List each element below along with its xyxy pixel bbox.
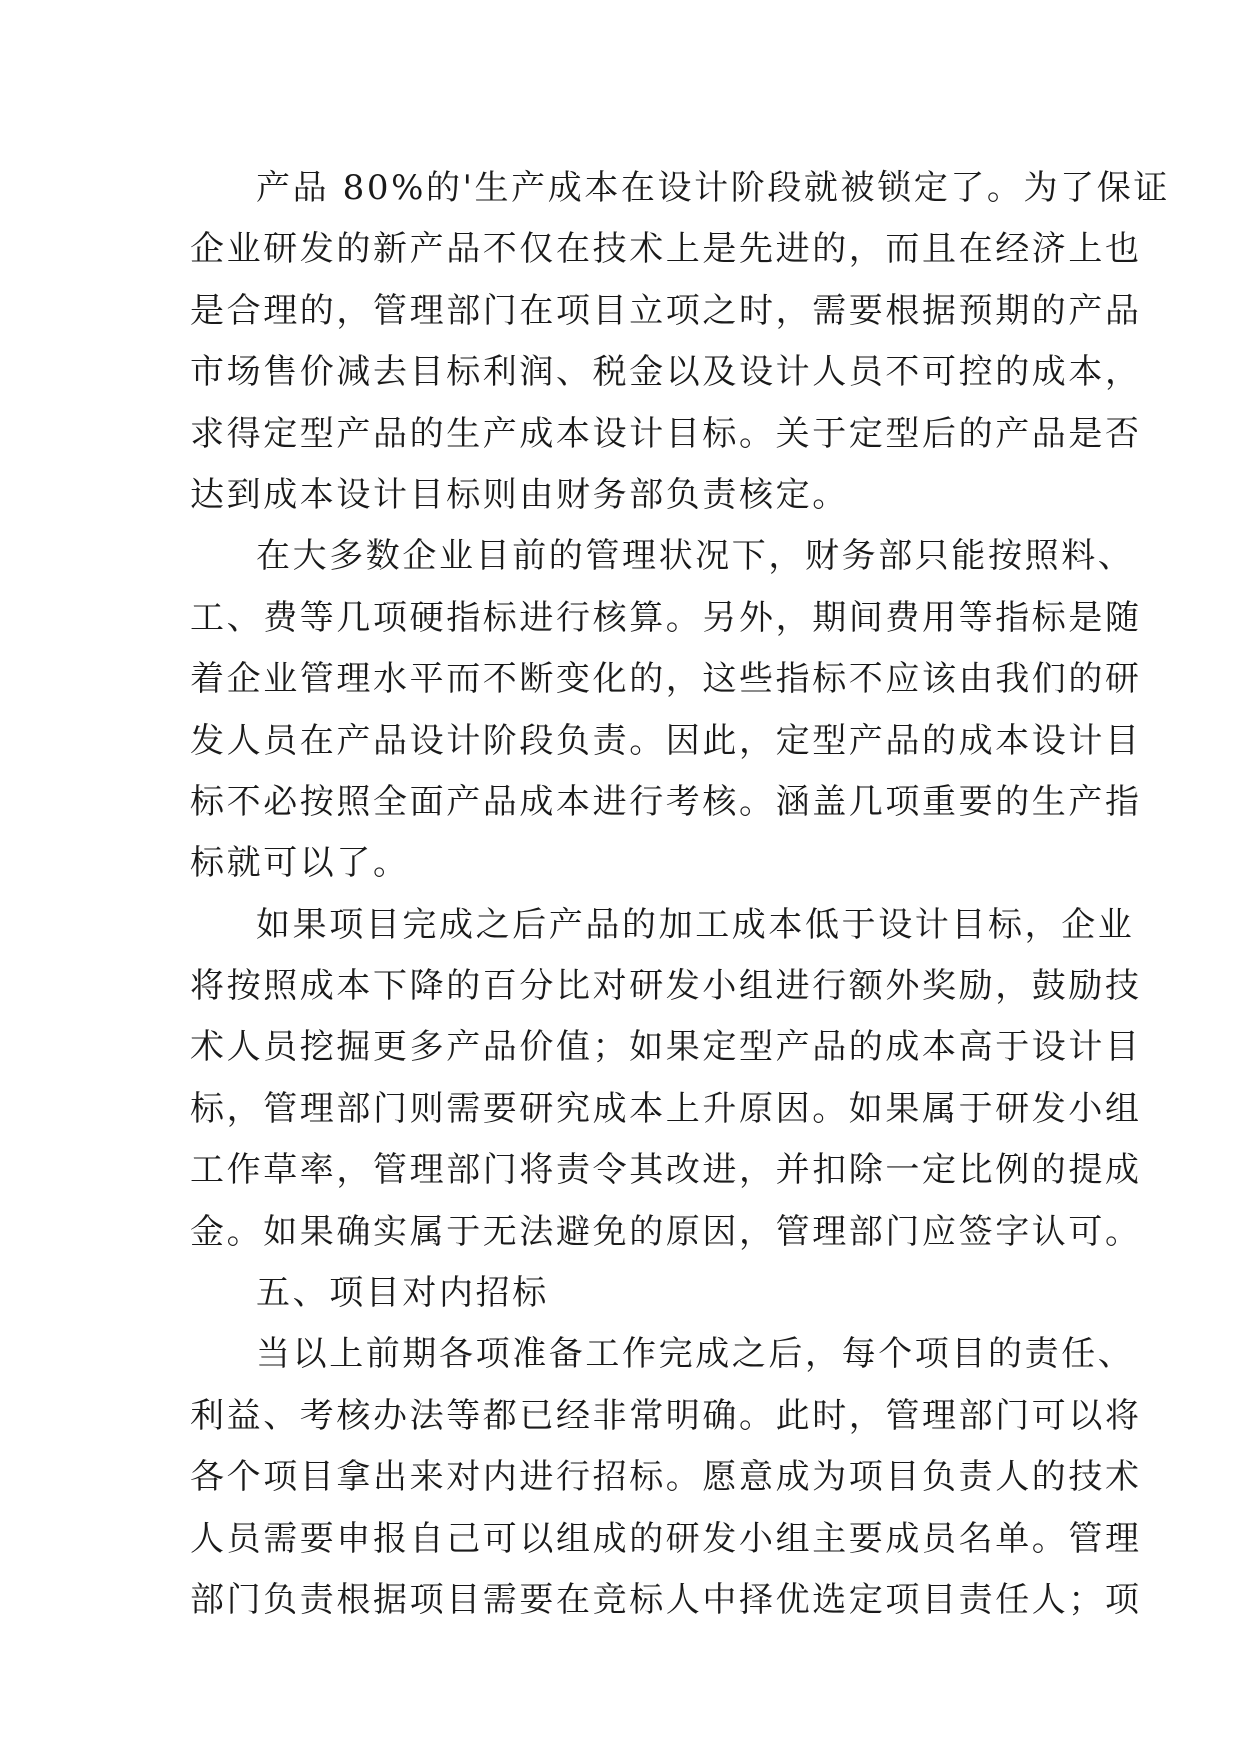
body-text <box>190 158 1170 1631</box>
text-line: 产品 80%的'生产成本在设计阶段就被锁定了。为了保证 <box>256 168 1170 208</box>
text-line: 术人员挖掘更多产品价值；如果定型产品的成本高于设计目 <box>190 1027 1142 1068</box>
text-line: 工作草率，管理部门将责令其改进，并扣除一定比例的提成 <box>190 1150 1142 1191</box>
text-line: 发人员在产品设计阶段负责。因此，定型产品的成本设计目 <box>190 720 1142 761</box>
text-line: 求得定型产品的生产成本设计目标。关于定型后的产品是否 <box>190 413 1142 454</box>
text-line: 当以上前期各项准备工作完成之后，每个项目的责任、 <box>256 1334 1135 1375</box>
text-line: 各个项目拿出来对内进行招标。愿意成为项目负责人的技术 <box>190 1457 1142 1498</box>
text-line: 是合理的，管理部门在项目立项之时，需要根据预期的产品 <box>190 290 1142 331</box>
text-line: 达到成本设计目标则由财务部负责核定。 <box>190 474 849 515</box>
text-line: 利益、考核办法等都已经非常明确。此时，管理部门可以将 <box>190 1395 1142 1436</box>
text-line: 标不必按照全面产品成本进行考核。涵盖几项重要的生产指 <box>190 781 1142 822</box>
text-line: 工、费等几项硬指标进行核算。另外，期间费用等指标是随 <box>190 597 1142 638</box>
text-line: 金。如果确实属于无法避免的原因，管理部门应签字认可。 <box>190 1211 1142 1252</box>
text-line: 企业研发的新产品不仅在技术上是先进的，而且在经济上也 <box>190 229 1142 270</box>
text-line: 人员需要申报自己可以组成的研发小组主要成员名单。管理 <box>190 1518 1142 1559</box>
text-line: 标，管理部门则需要研究成本上升原因。如果属于研发小组 <box>190 1088 1142 1129</box>
text-line: 着企业管理水平而不断变化的，这些指标不应该由我们的研 <box>190 659 1142 700</box>
text-line: 如果项目完成之后产品的加工成本低于设计目标，企业 <box>256 904 1135 945</box>
section-heading: 五、项目对内招标 <box>256 1273 549 1314</box>
text-line: 在大多数企业目前的管理状况下，财务部只能按照料、 <box>256 536 1135 577</box>
text-line: 部门负责根据项目需要在竞标人中择优选定项目责任人；项 <box>190 1579 1142 1620</box>
text-line: 市场售价减去目标利润、税金以及设计人员不可控的成本， <box>190 352 1142 393</box>
text-line: 将按照成本下降的百分比对研发小组进行额外奖励，鼓励技 <box>190 966 1142 1007</box>
text-line: 标就可以了。 <box>190 843 410 884</box>
